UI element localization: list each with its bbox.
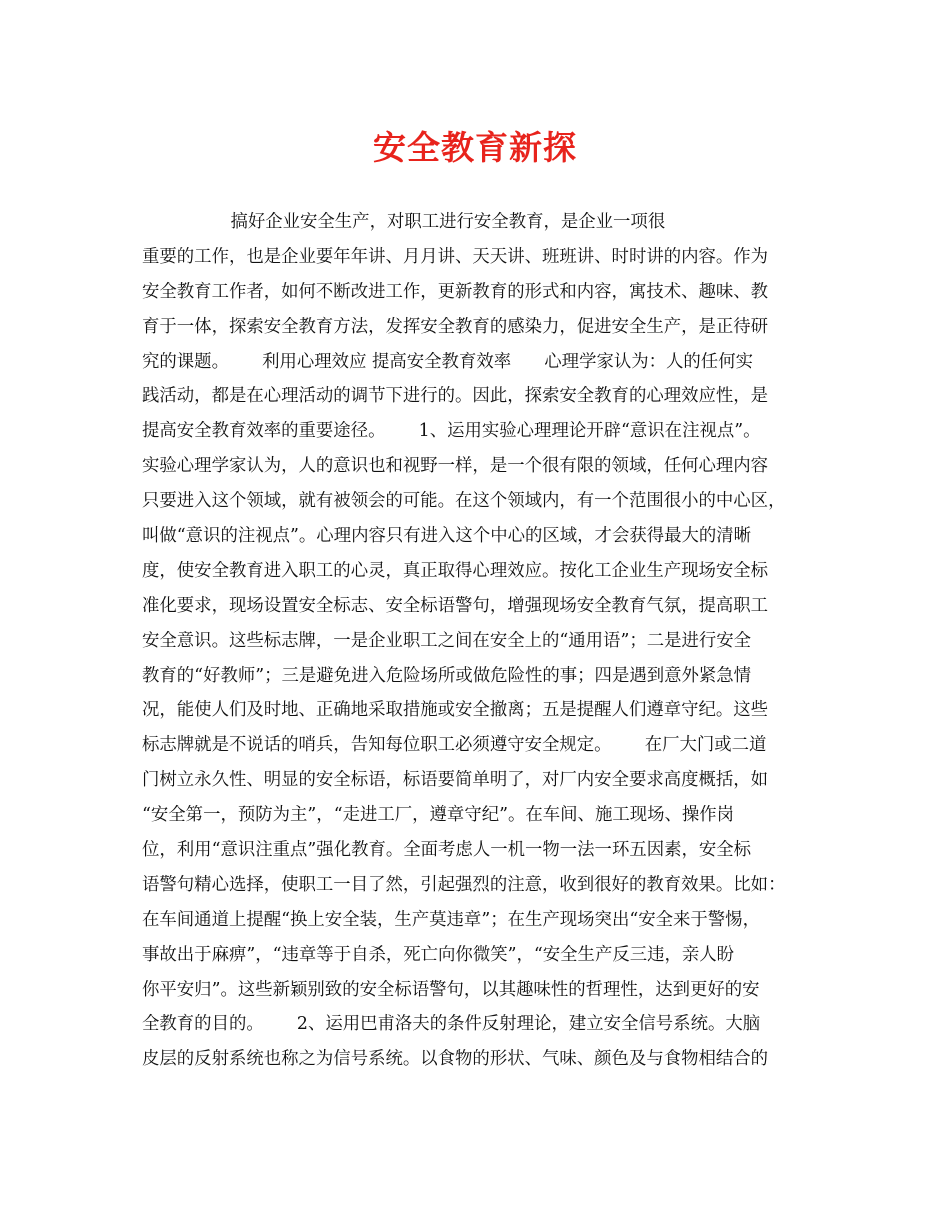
body-line-3: 安全教育工作者，如何不断改进工作，更新教育的形式和内容，寓技术、趣味、教 [142, 281, 769, 302]
document-body [142, 205, 812, 1077]
body-line-16: 标志牌就是不说话的哨兵，告知每位职工必须遵守安全规定。 在厂大门或二道 [142, 735, 767, 756]
body-line-21: 在车间通道上提醒“换上安全装，生产莫违章”；在生产现场突出“安全来于警惕， [142, 909, 760, 930]
body-line-7: 提高安全教育效率的重要途径。 1、运用实验心理理论开辟“意识在注视点”。 [142, 421, 761, 442]
body-line-1: 搞好企业安全生产，对职工进行安全教育，是企业一项很 [142, 212, 666, 232]
body-line-15: 况，能使人们及时地、正确地采取措施或安全撤离；五是提醒人们遵章守纪。这些 [142, 700, 769, 721]
document-title: 安全教育新探 [373, 128, 577, 167]
body-line-14: 教育的“好教师”；三是避免进入危险场所或做危险性的事；四是遇到意外紧急情 [142, 665, 752, 686]
body-line-20: 语警句精心选择，使职工一目了然，引起强烈的注意，收到很好的教育效果。比如： [142, 874, 786, 895]
body-line-12: 准化要求，现场设置安全标志、安全标语警句，增强现场安全教育气氛，提高职工 [142, 595, 769, 616]
body-line-4: 育于一体，探索安全教育方法，发挥安全教育的感染力，促进安全生产，是正待研 [142, 316, 769, 337]
body-line-25: 皮层的反射系统也称之为信号系统。以食物的形状、气味、颜色及与食物相结合的 [142, 1049, 769, 1070]
body-line-22: 事故出于麻痹”，“违章等于自杀，死亡向你微笑”，“安全生产反三违，亲人盼 [142, 944, 735, 965]
body-line-9: 只要进入这个领域，就有被领会的可能。在这个领域内，有一个范围很小的中心区， [142, 491, 786, 512]
body-line-24: 全教育的目的。 2、运用巴甫洛夫的条件反射理论，建立安全信号系统。大脑 [142, 1014, 761, 1035]
body-line-8: 实验心理学家认为，人的意识也和视野一样，是一个很有限的领域，任何心理内容 [142, 456, 769, 477]
body-line-6: 践活动，都是在心理活动的调节下进行的。因此，探索安全教育的心理效应性，是 [142, 386, 769, 407]
body-line-13: 安全意识。这些标志牌，一是企业职工之间在安全上的“通用语”；二是进行安全 [142, 630, 752, 651]
body-line-10: 叫做“意识的注视点”。心理内容只有进入这个中心的区域，才会获得最大的清晰 [142, 526, 752, 547]
body-line-2: 重要的工作，也是企业要年年讲、月月讲、天天讲、班班讲、时时讲的内容。作为 [142, 246, 769, 267]
body-line-18: “安全第一，预防为主”，“走进工厂，遵章守纪”。在车间、施工现场、操作岗 [142, 805, 735, 826]
body-line-11: 度，使安全教育进入职工的心灵，真正取得心理效应。按化工企业生产现场安全标 [142, 560, 769, 581]
body-line-5: 究的课题。 利用心理效应 提高安全教育效率 心理学家认为：人的任何实 [142, 351, 753, 372]
body-line-19: 位，利用“意识注重点”强化教育。全面考虑人一机一物一法一环五因素，安全标 [142, 840, 752, 861]
body-line-23: 你平安归”。这些新颖别致的安全标语警句，以其趣味性的哲理性，达到更好的安 [142, 979, 760, 1000]
body-line-17: 门树立永久性、明显的安全标语，标语要简单明了，对厂内安全要求高度概括，如 [142, 770, 769, 791]
